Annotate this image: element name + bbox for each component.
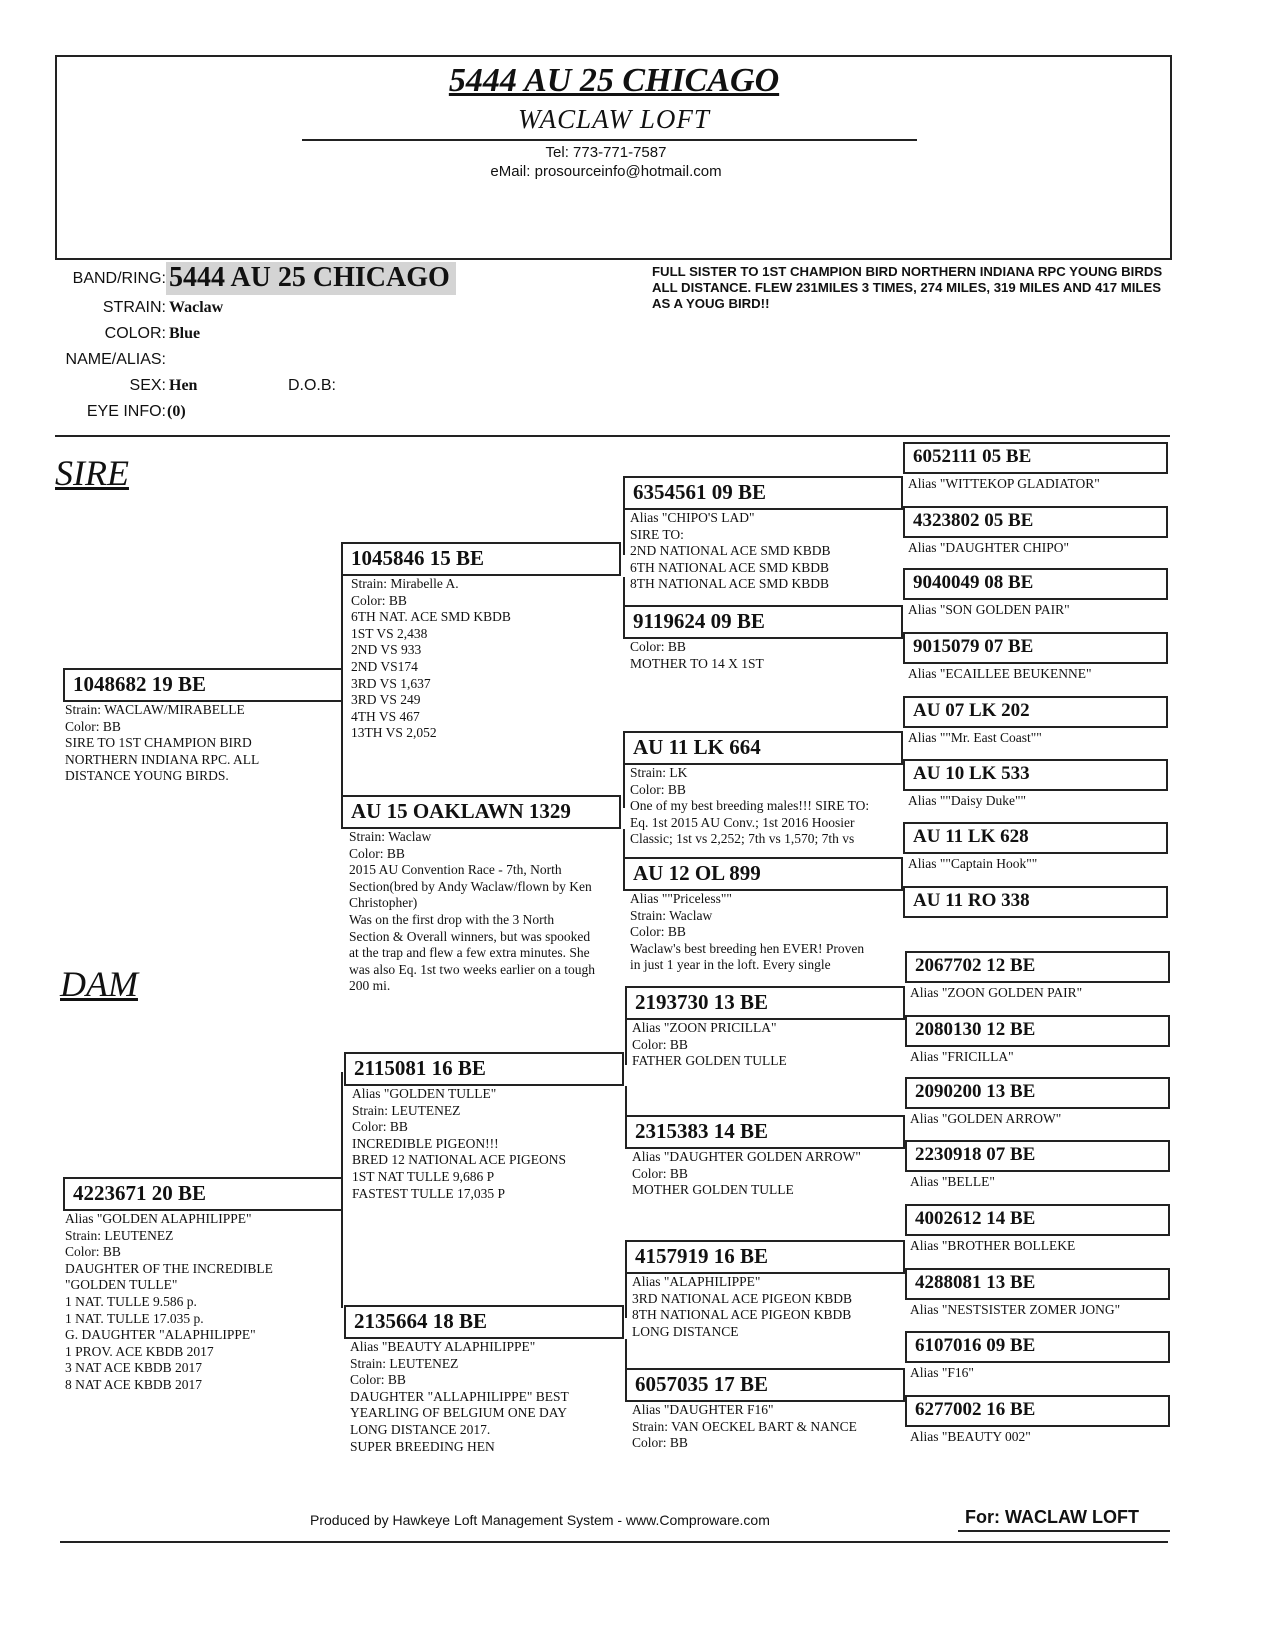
g4-alias: Alias "ECAILLEE BEUKENNE" [908,666,1092,681]
dam-section-title: DAM [60,964,138,1004]
sire-band-box: 1048682 19 BE [63,668,343,702]
g4-band-box: 2080130 12 BE [905,1015,1170,1047]
g4-alias: Alias "GOLDEN ARROW" [910,1111,1062,1126]
g4-band-box: AU 10 LK 533 [903,759,1168,791]
eye-info-label: EYE INFO: [86,403,166,420]
info-divider [55,435,1170,437]
for-loft-text: For: WACLAW LOFT [965,1507,1139,1527]
strain-label: STRAIN: [102,299,166,316]
g4-alias: Alias ""Captain Hook"" [908,856,1038,871]
connector-line [623,829,625,859]
g4-alias: Alias ""Mr. East Coast"" [908,730,1042,745]
bird-remarks: FULL SISTER TO 1ST CHAMPION BIRD NORTHERN INDIANA RPC YOUNG BIRDS ALL DISTANCE. FLEW 231MILES 3 TIMES, 274 MILES, 319 MILES AND 417 MILES AS A YOUG BIRD!! [652,264,1163,311]
produced-by-text: Produced by Hawkeye Loft Management System - www.Comproware.com [310,1512,770,1528]
g4-band-box: 9015079 07 BE [903,632,1168,664]
g4-band-box: 2230918 07 BE [905,1140,1170,1172]
connector-line [625,1339,627,1369]
sex-label: SEX: [129,377,166,394]
g4-band-box: 6052111 05 BE [903,442,1168,474]
connector-line [625,1086,627,1116]
dds-notes: Alias "ALAPHILIPPE" 3RD NATIONAL ACE PIGEON KBDB 8TH NATIONAL ACE PIGEON KBDB LONG DISTANCE [632,1274,853,1339]
g4-alias: Alias "SON GOLDEN PAIR" [908,602,1070,617]
dds-band-box: 4157919 16 BE [625,1240,905,1274]
sds-notes: Strain: LK Color: BB One of my best breeding males!!! SIRE TO: Eq. 1st 2015 AU Conv.; 1st 2016 Hoosier Classic; 1st vs 2,252; 7th vs 1,570; 7th vs [630,765,870,847]
sire-section-title: SIRE [55,453,129,493]
sire-sire-notes: Strain: Mirabelle A. Color: BB 6TH NAT. ACE SMD KBDB 1ST VS 2,438 2ND VS 933 2ND VS174 3RD VS 1,637 3RD VS 249 4TH VS 467 13TH VS 2,052 [351,576,511,741]
dam-notes: Alias "GOLDEN ALAPHILIPPE" Strain: LEUTENEZ Color: BB DAUGHTER OF THE INCREDIBLE "GOLDEN TULLE" 1 NAT. TULLE 9.586 p. 1 NAT. TULLE 17.035 p. G. DAUGHTER "ALAPHILIPPE" 1 PROV. ACE KBDB 2017 3 NAT ACE KBDB 2017 8 NAT ACE KBDB 2017 [65,1211,273,1392]
g4-alias: Alias "BROTHER BOLLEKE [910,1238,1076,1253]
g4-band-box: 4323802 05 BE [903,506,1168,538]
color-label: COLOR: [104,325,166,342]
sex-value: Hen [169,377,198,394]
dsd-band-box: 2315383 14 BE [625,1115,905,1149]
eye-info-value: (0) [167,403,186,420]
sire-dam-notes: Strain: Waclaw Color: BB 2015 AU Convention Race - 7th, North Section(bred by Andy Waclaw/flown by Ken Christopher) Was on the first drop with the 3 North Section & Overall winners, but was spooked at the trap and flew a few extra minutes. She was also Eq. 1st two weeks earlier on a tough 200 mi. [349,829,595,994]
g4-band-box: AU 07 LK 202 [903,696,1168,728]
email: eMail: prosourceinfo@hotmail.com [490,163,722,180]
g4-band-box: 6277002 16 BE [905,1395,1170,1427]
sire-sire-band-box: 1045846 15 BE [341,542,621,576]
strain-value: Waclaw [169,299,224,316]
dsd-notes: Alias "DAUGHTER GOLDEN ARROW" Color: BB MOTHER GOLDEN TULLE [632,1149,861,1198]
g4-band-box: AU 11 LK 628 [903,822,1168,854]
g4-alias: Alias "BELLE" [910,1174,995,1189]
g4-band-box: 4288081 13 BE [905,1268,1170,1300]
name-alias-label: NAME/ALIAS: [65,351,166,368]
dam-sire-notes: Alias "GOLDEN TULLE" Strain: LEUTENEZ Color: BB INCREDIBLE PIGEON!!! BRED 12 NATIONAL ACE PIGEONS 1ST NAT TULLE 9,686 P FASTEST TULLE 17,035 P [352,1086,567,1201]
band-label: BAND/RING: [72,270,166,287]
document-title: 5444 AU 25 CHICAGO [448,62,780,99]
g4-alias: Alias "WITTEKOP GLADIATOR" [908,476,1100,491]
g4-alias: Alias "ZOON GOLDEN PAIR" [910,985,1083,1000]
loft-name: WACLAW LOFT [518,104,710,134]
ssd-notes: Color: BB MOTHER TO 14 X 1ST [630,639,764,671]
sdd-notes: Alias ""Priceless"" Strain: Waclaw Color: BB Waclaw's best breeding hen EVER! Proven in just 1 year in the loft. Every single [630,891,865,973]
ddd-band-box: 6057035 17 BE [625,1368,905,1402]
g4-band-box: 6107016 09 BE [905,1331,1170,1363]
color-value: Blue [169,325,201,342]
g4-band-box: 2067702 12 BE [905,951,1170,983]
g4-alias: Alias "DAUGHTER CHIPO" [908,540,1070,555]
g4-alias: Alias "BEAUTY 002" [910,1429,1031,1444]
connector-line [341,1072,343,1179]
dob-label: D.O.B: [287,377,336,394]
connector-line [341,702,343,797]
dam-dam-notes: Alias "BEAUTY ALAPHILIPPE" Strain: LEUTENEZ Color: BB DAUGHTER "ALLAPHILIPPE" BEST YEARLING OF BELGIUM ONE DAY LONG DISTANCE 2017. SUPER BREEDING HEN [350,1339,569,1454]
g4-alias: Alias "NESTSISTER ZOMER JONG" [910,1302,1121,1317]
connector-line [623,577,625,607]
sdd-band-box: AU 12 OL 899 [623,857,903,891]
dam-sire-band-box: 2115081 16 BE [344,1052,624,1086]
connector-line [341,560,343,670]
g4-band-box: AU 11 RO 338 [903,886,1168,918]
g4-band-box: 9040049 08 BE [903,568,1168,600]
sds-band-box: AU 11 LK 664 [623,731,903,765]
dam-band-box: 4223671 20 BE [63,1177,343,1211]
sss-band-box: 6354561 09 BE [623,476,903,510]
sire-dam-band-box: AU 15 OAKLAWN 1329 [341,795,621,829]
telephone: Tel: 773-771-7587 [545,144,667,161]
dss-band-box: 2193730 13 BE [625,986,905,1020]
footer-divider [60,1541,1168,1543]
band-value: 5444 AU 25 CHICAGO [166,262,456,295]
dam-dam-band-box: 2135664 18 BE [344,1305,624,1339]
g4-alias: Alias "F16" [910,1365,974,1380]
g4-alias: Alias ""Daisy Duke"" [908,793,1027,808]
for-underline [958,1530,1170,1532]
sire-notes: Strain: WACLAW/MIRABELLE Color: BB SIRE TO 1ST CHAMPION BIRD NORTHERN INDIANA RPC. ALL DISTANCE YOUNG BIRDS. [65,702,260,784]
g4-band-box: 2090200 13 BE [905,1077,1170,1109]
connector-line [341,1209,343,1308]
g4-alias: Alias "FRICILLA" [910,1049,1014,1064]
dss-notes: Alias "ZOON PRICILLA" Color: BB FATHER GOLDEN TULLE [632,1020,787,1069]
header-divider [302,139,917,141]
sss-notes: Alias "CHIPO'S LAD" SIRE TO: 2ND NATIONAL ACE SMD KBDB 6TH NATIONAL ACE SMD KBDB 8TH NATIONAL ACE SMD KBDB [630,510,831,592]
ddd-notes: Alias "DAUGHTER F16" Strain: VAN OECKEL BART & NANCE Color: BB [632,1402,857,1451]
ssd-band-box: 9119624 09 BE [623,605,903,639]
g4-band-box: 4002612 14 BE [905,1204,1170,1236]
